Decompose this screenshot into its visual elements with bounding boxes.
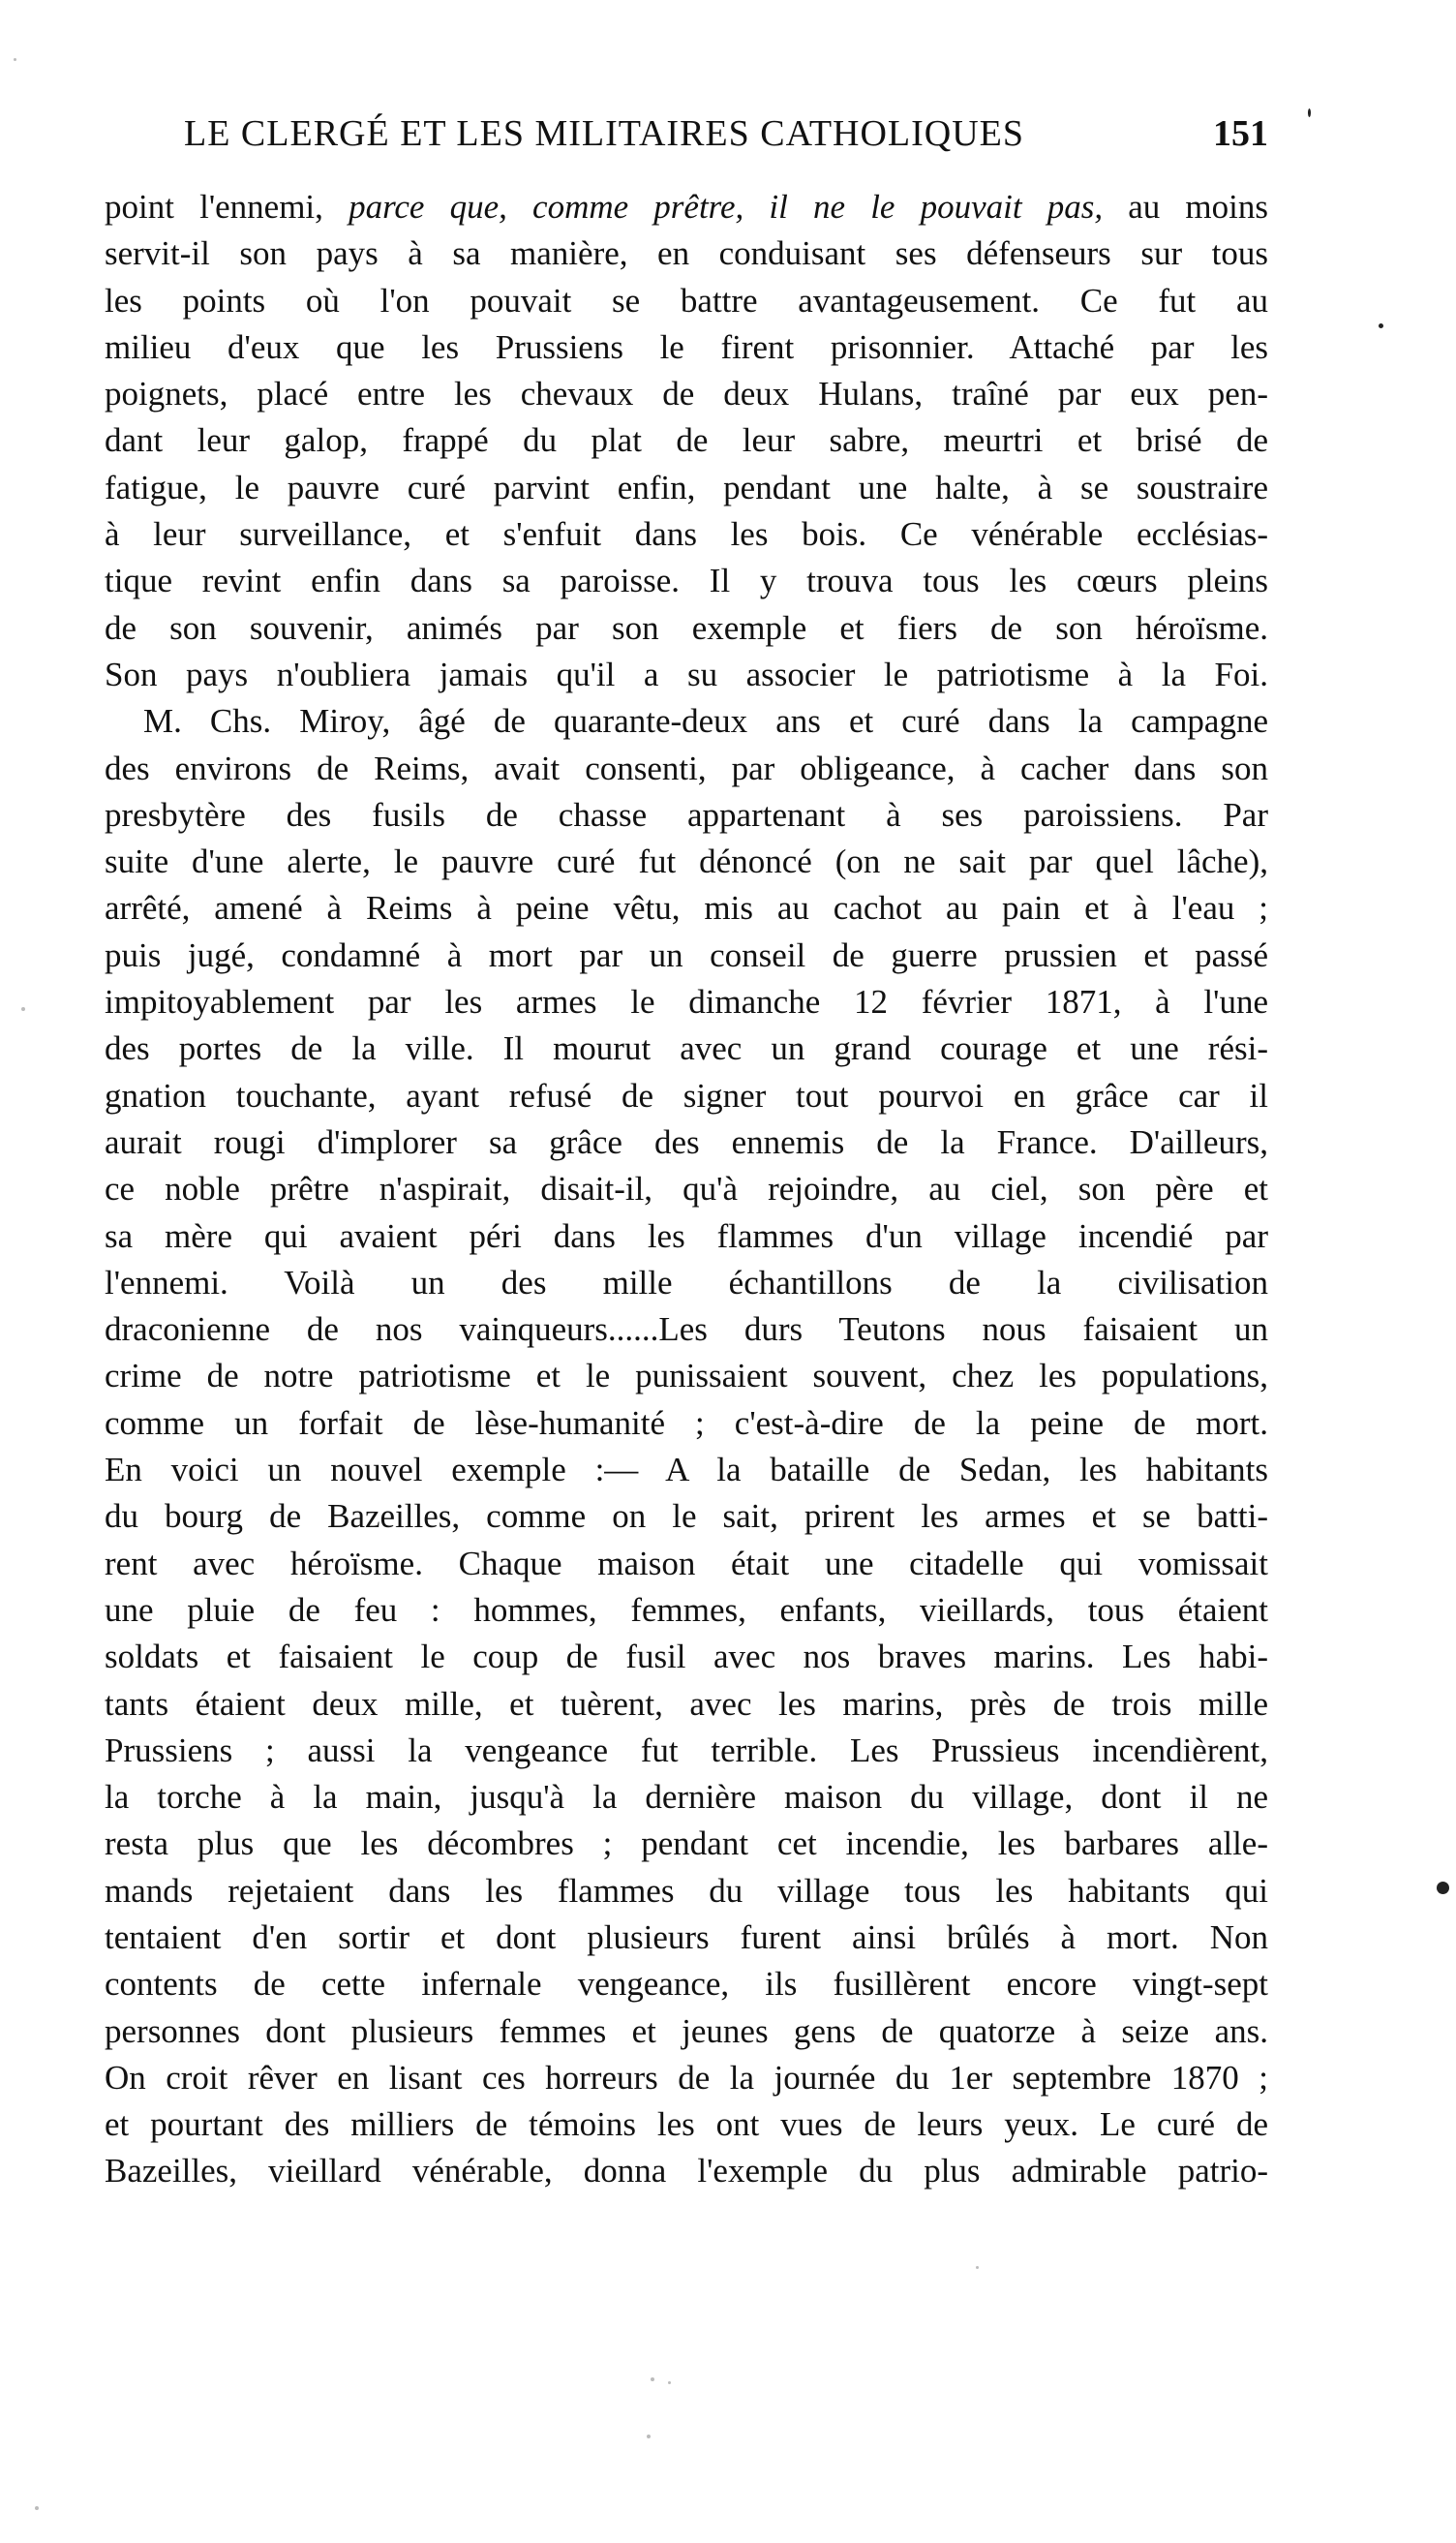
text-line-25: draconienne de nos vainqueurs......Les durs Teutons nous faisaient un — [105, 1310, 1268, 1349]
text-line-18: impitoyablement par les armes le dimanche 12 février 1871, à l'une — [105, 983, 1268, 1022]
text-line-15: suite d'une alerte, le pauvre curé fut dénoncé (on ne sait par quel lâche), — [105, 843, 1268, 881]
ink-speck — [668, 2381, 671, 2384]
text-line-36: resta plus que les décombres ; pendant cet incendie, les barbares alle- — [105, 1824, 1268, 1863]
text-line-43: Bazeilles, vieillard vénérable, donna l'exemple du plus admirable patrio- — [105, 2152, 1268, 2191]
text-line-24: l'ennemi. Voilà un des mille échantillons de la civilisation — [105, 1263, 1268, 1302]
ink-speck — [647, 2435, 651, 2438]
ink-speck — [1437, 1882, 1449, 1894]
text-line-8: à leur surveillance, et s'enfuit dans les bois. Ce vénérable ecclésias- — [105, 515, 1268, 554]
text-line-42: et pourtant des milliers de témoins les ont vues de leurs yeux. Le curé de — [105, 2105, 1268, 2144]
ink-speck — [21, 1007, 25, 1011]
text-line-22: ce noble prêtre n'aspirait, disait-il, qu'à rejoindre, au ciel, son père et — [105, 1170, 1268, 1209]
text-line-1-end: au moins — [1103, 188, 1269, 226]
text-line-40: personnes dont plusieurs femmes et jeunes gens de quatorze à seize ans. — [105, 2011, 1268, 2050]
text-line-11: Son pays n'oubliera jamais qu'il a su associer le patriotisme à la Foi. — [105, 655, 1268, 693]
text-line-34: Prussiens ; aussi la vengeance fut terrible. Les Prussieus incendièrent, — [105, 1731, 1268, 1769]
text-line-39: contents de cette infernale vengeance, ils fusillèrent encore vingt-sept — [105, 1965, 1268, 2004]
text-line-2: servit-il son pays à sa manière, en conduisant ses défenseurs sur tous — [105, 234, 1268, 273]
text-line-1 — [105, 184, 1268, 230]
text-line-3: les points où l'on pouvait se battre avantageusement. Ce fut au — [105, 281, 1268, 320]
text-line-16: arrêté, amené à Reims à peine vêtu, mis au cachot au pain et à l'eau ; — [105, 889, 1268, 928]
text-line-1-start: point l'ennemi, — [105, 188, 323, 226]
text-line-17: puis jugé, condamné à mort par un conseil de guerre prussien et passé — [105, 935, 1268, 974]
ink-speck — [14, 58, 16, 61]
text-line-19: des portes de la ville. Il mourut avec un grand courage et une rési- — [105, 1029, 1268, 1068]
text-line-37: mands rejetaient dans les flammes du village tous les habitants qui — [105, 1871, 1268, 1910]
page-number: 151 — [1213, 113, 1268, 154]
ink-speck — [35, 2506, 39, 2510]
ink-speck — [1308, 108, 1311, 117]
text-line-38: tentaient d'en sortir et dont plusieurs furent ainsi brûlés à mort. Non — [105, 1917, 1268, 1956]
text-line-20: gnation touchante, ayant refusé de signer tout pourvoi en grâce car il — [105, 1076, 1268, 1115]
text-line-32: soldats et faisaient le coup de fusil avec nos braves marins. Les habi- — [105, 1638, 1268, 1676]
text-line-10: de son souvenir, animés par son exemple et fiers de son héroïsme. — [105, 608, 1268, 647]
paragraph-start-line: M. Chs. Miroy, âgé de quarante-deux ans et curé dans la campagne — [143, 702, 1268, 741]
text-line-35: la torche à la main, jusqu'à la dernière maison du village, dont il ne — [105, 1778, 1268, 1817]
text-line-14: presbytère des fusils de chasse appartenant à ses paroissiens. Par — [105, 795, 1268, 834]
text-line-9: tique revint enfin dans sa paroisse. Il y trouva tous les cœurs pleins — [105, 562, 1268, 600]
text-line-30: rent avec héroïsme. Chaque maison était une citadelle qui vomissait — [105, 1544, 1268, 1582]
text-line-4: milieu d'eux que les Prussiens le firent prisonnier. Attaché par les — [105, 327, 1268, 366]
text-line-5: poignets, placé entre les chevaux de deux Hulans, traîné par eux pen- — [105, 375, 1268, 414]
text-line-7: fatigue, le pauvre curé parvint enfin, pendant une halte, à se soustraire — [105, 468, 1268, 506]
text-line-27: comme un forfait de lèse-humanité ; c'est-à-dire de la peine de mort. — [105, 1403, 1268, 1442]
ink-speck — [976, 2266, 979, 2269]
text-line-21: aurait rougi d'implorer sa grâce des ennemis de la France. D'ailleurs, — [105, 1122, 1268, 1161]
ink-speck — [1379, 323, 1383, 328]
body-text — [105, 184, 1268, 2195]
text-line-13: des environs de Reims, avait consenti, par obligeance, à cacher dans son — [105, 749, 1268, 787]
text-line-31: une pluie de feu : hommes, femmes, enfants, vieillards, tous étaient — [105, 1590, 1268, 1629]
text-line-29: du bourg de Bazeilles, comme on le sait, prirent les armes et se batti- — [105, 1497, 1268, 1536]
ink-speck — [651, 2377, 654, 2381]
text-line-6: dant leur galop, frappé du plat de leur sabre, meurtri et brisé de — [105, 421, 1268, 460]
running-header — [184, 105, 1268, 163]
text-line-28: En voici un nouvel exemple :— A la bataille de Sedan, les habitants — [105, 1451, 1268, 1489]
running-title: LE CLERGÉ ET LES MILITAIRES CATHOLIQUES — [184, 113, 1025, 154]
text-line-41: On croit rêver en lisant ces horreurs de la journée du 1er septembre 1870 ; — [105, 2058, 1268, 2097]
italic-phrase: parce que, comme prêtre, il ne le pouvait pas, — [349, 188, 1104, 226]
text-line-33: tants étaient deux mille, et tuèrent, avec les marins, près de trois mille — [105, 1684, 1268, 1723]
text-line-26: crime de notre patriotisme et le punissaient souvent, chez les populations, — [105, 1357, 1268, 1395]
text-line-23: sa mère qui avaient péri dans les flammes d'un village incendié par — [105, 1216, 1268, 1255]
